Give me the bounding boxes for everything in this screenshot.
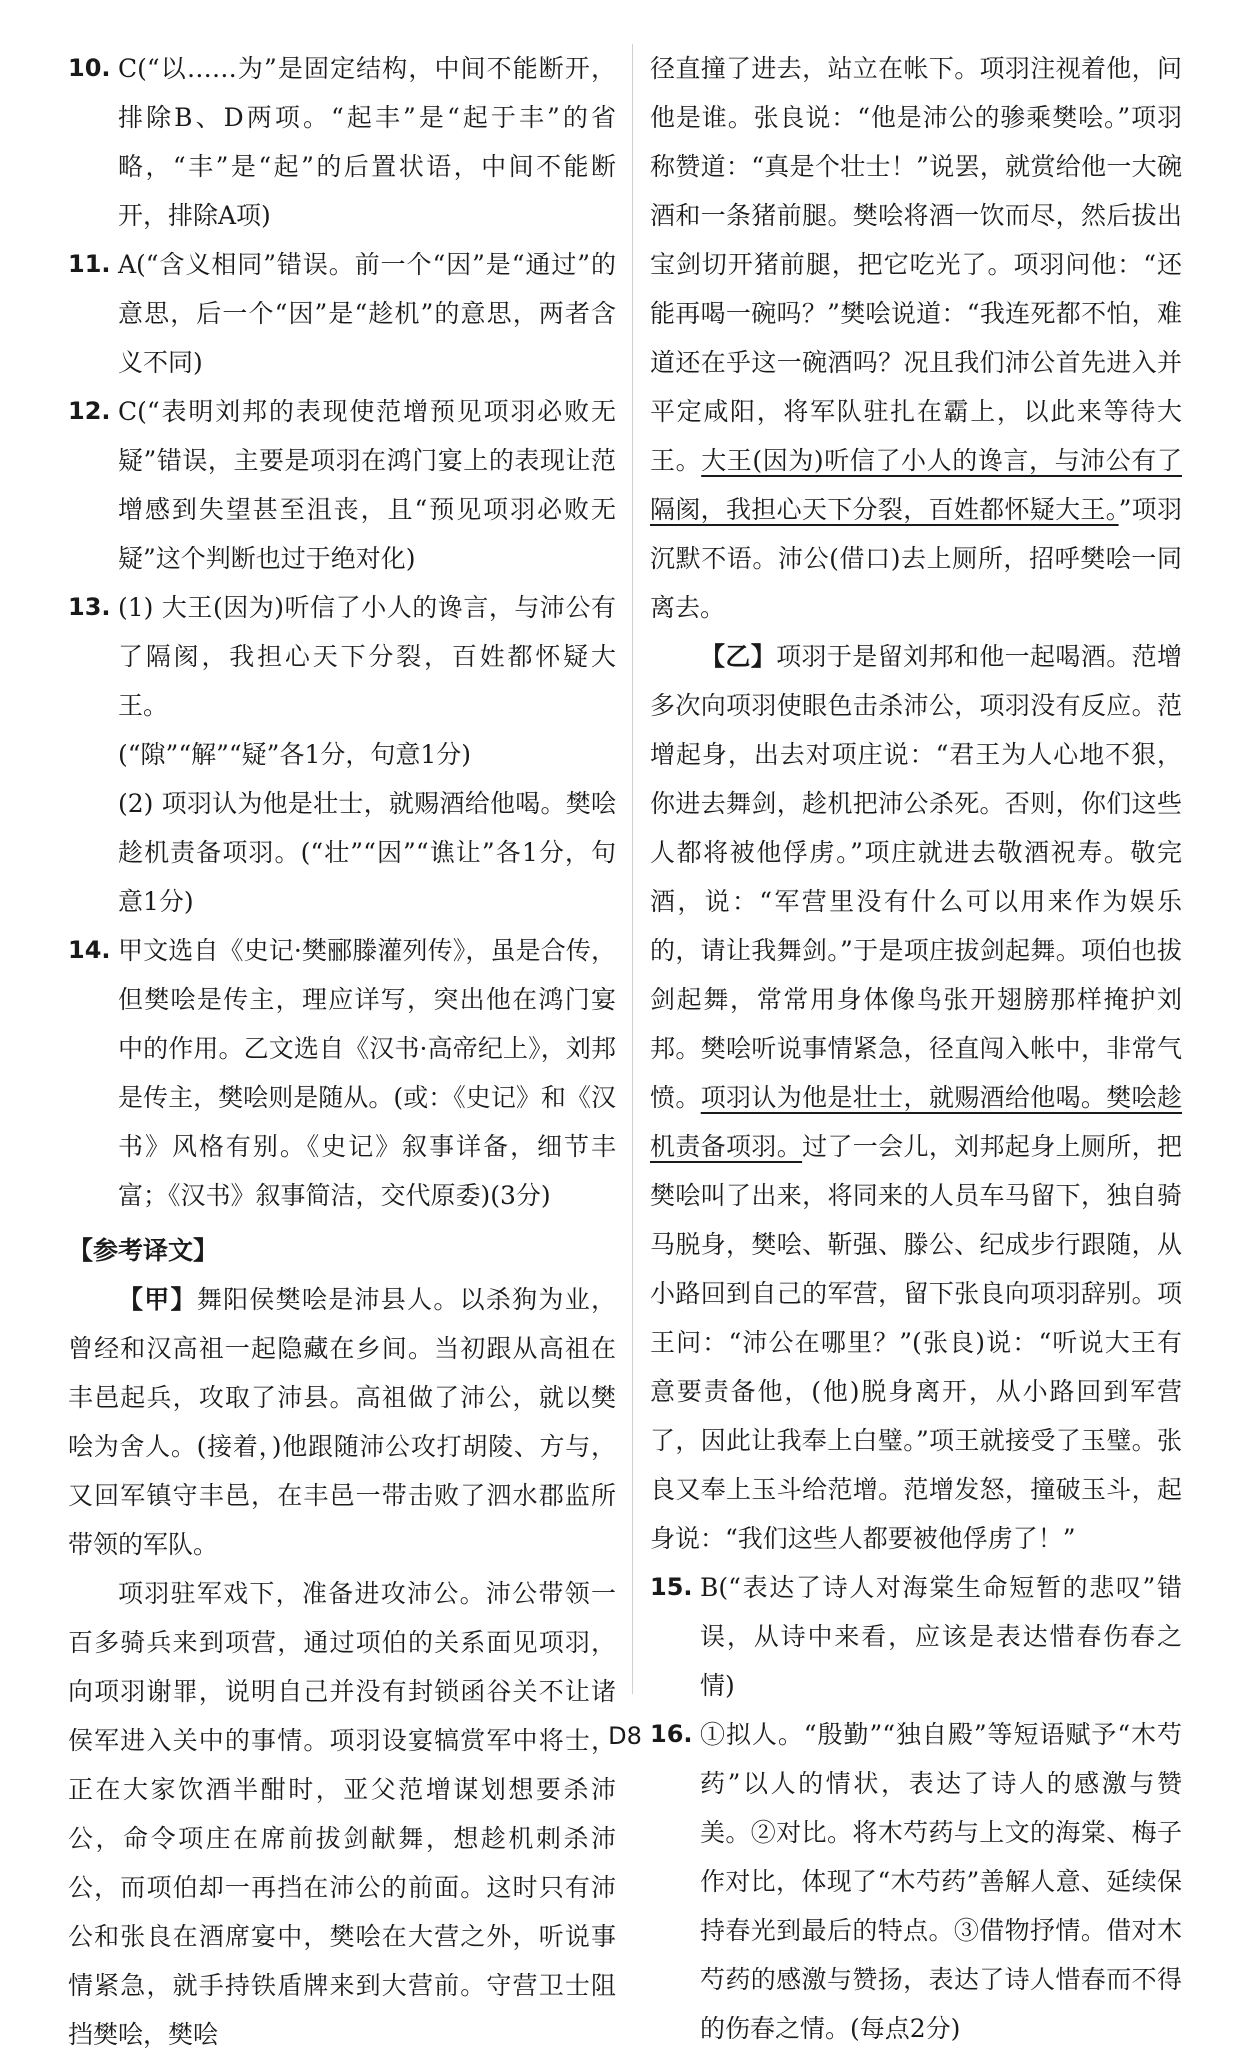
- answer-11: [68, 240, 616, 387]
- answer-16: [650, 1710, 1182, 2053]
- translation-jia-paragraph-1: [68, 1275, 616, 1569]
- answer-text: A(“含义相同”错误。前一个“因”是“通过”的意思，后一个“因”是“趁机”的意思，两者含义不同): [118, 250, 616, 377]
- answer-text: B(“表达了诗人对海棠生命短暂的悲叹”错误，从诗中来看，应该是表达惜春伤春之情): [700, 1573, 1182, 1700]
- question-number: 15.: [650, 1573, 693, 1601]
- left-column: [68, 44, 616, 2059]
- answer-13-score: (“隙”“解”“疑”各1分，句意1分): [118, 740, 472, 769]
- translation-jia-continued: [650, 44, 1182, 632]
- underlined-sentence: 项羽认为他是壮士，就赐酒给他喝。樊哙趁机责备项羽。: [650, 1083, 1182, 1161]
- page-number: D8: [608, 1722, 642, 1750]
- answer-text: (1) 大王(因为)听信了小人的谗言，与沛公有了隔阂，我担心天下分裂，百姓都怀疑大王。: [118, 593, 616, 720]
- underlined-sentence: 大王(因为)听信了小人的谗言，与沛公有了隔阂，我担心天下分裂，百姓都怀疑大王。: [650, 446, 1182, 524]
- answer-text: C(“表明刘邦的表现使范增预见项羽必败无疑”错误，主要是项羽在鸿门宴上的表现让范增感到失望甚至沮丧，且“预见项羽必败无疑”这个判断也过于绝对化): [118, 397, 616, 573]
- answer-text: C(“以……为”是固定结构，中间不能断开，排除B、D两项。“起丰”是“起于丰”的省略，“丰”是“起”的后置状语，中间不能断开，排除A项): [118, 54, 616, 230]
- answer-13-part2: (2) 项羽认为他是壮士，就赐酒给他喝。樊哙趁机责备项羽。(“壮”“因”“谯让”各1分，句意1分): [118, 789, 616, 916]
- translation-yi-paragraph: [650, 632, 1182, 1563]
- jia-continued-text: 径直撞了进去，站立在帐下。项羽注视着他，问他是谁。张良说：“他是沛公的骖乘樊哙。”项羽称赞道：“真是个壮士！”说罢，就赏给他一大碗酒和一条猪前腿。樊哙将酒一饮而尽，然后拔出宝剑切开猪前腿，把它吃光了。项羽问他：“还能再喝一碗吗？”樊哙说道：“我连死都不怕，难道还在乎这一碗酒吗？况且我们沛公首先进入并平定咸阳，将军队驻扎在霸上，以此来等待大王。: [650, 54, 1182, 475]
- yi-tag: 【乙】: [700, 642, 777, 671]
- right-column: [650, 44, 1182, 2053]
- question-number: 16.: [650, 1720, 693, 1748]
- yi-text-end: 过了一会儿，刘邦起身上厕所，把樊哙叫了出来，将同来的人员车马留下，独自骑马脱身，樊哙、靳强、滕公、纪成步行跟随，从小路回到自己的军营，留下张良向项羽辞别。项王问：“沛公在哪里？”(张良)说：“听说大王有意要责备他，(他)脱身离开，从小路回到军营了，因此让我奉上白璧。”项王就接受了玉璧。张良又奉上玉斗给范增。范增发怒，撞破玉斗，起身说：“我们这些人都要被他俘虏了！”: [650, 1132, 1182, 1553]
- answer-10: [68, 44, 616, 240]
- answer-13: [68, 583, 616, 730]
- answer-14: [68, 926, 616, 1220]
- translation-jia-paragraph-2: 项羽驻军戏下，准备进攻沛公。沛公带领一百多骑兵来到项营，通过项伯的关系面见项羽，向项羽谢罪，说明自己并没有封锁函谷关不让诸侯军进入关中的事情。项羽设宴犒赏军中将士，正在大家饮酒半酣时，亚父范增谋划想要杀沛公，命令项庄在席前拔剑献舞，想趁机刺杀沛公，而项伯却一再挡在沛公的前面。这时只有沛公和张良在酒席宴中，樊哙在大营之外，听说事情紧急，就手持铁盾牌来到大营前。守营卫士阻挡樊哙，樊哙: [68, 1579, 616, 2049]
- question-number: 12.: [68, 397, 111, 425]
- jia-tag: 【甲】: [118, 1285, 197, 1314]
- jia-text: 舞阳侯樊哙是沛县人。以杀狗为业，曾经和汉高祖一起隐藏在乡间。当初跟从高祖在丰邑起兵，攻取了沛县。高祖做了沛公，就以樊哙为舍人。(接着，)他跟随沛公攻打胡陵、方与，又回军镇守丰邑，在丰邑一带击败了泗水郡监所带领的军队。: [68, 1285, 616, 1559]
- answer-15: [650, 1563, 1182, 1710]
- answer-text: 甲文选自《史记·樊郦滕灌列传》，虽是合传，但樊哙是传主，理应详写，突出他在鸿门宴中的作用。乙文选自《汉书·高帝纪上》，刘邦是传主，樊哙则是随从。(或：《史记》和《汉书》风格有别。《史记》叙事详备，细节丰富；《汉书》叙事简洁，交代原委)(3分): [118, 936, 616, 1210]
- answer-12: [68, 387, 616, 583]
- question-number: 10.: [68, 54, 111, 82]
- yi-text: 项羽于是留刘邦和他一起喝酒。范增多次向项羽使眼色击杀沛公，项羽没有反应。范增起身，出去对项庄说：“君王为人心地不狠，你进去舞剑，趁机把沛公杀死。否则，你们这些人都将被他俘虏。”项庄就进去敬酒祝寿。敬完酒，说：“军营里没有什么可以用来作为娱乐的，请让我舞剑。”于是项庄拔剑起舞。项伯也拔剑起舞，常常用身体像鸟张开翅膀那样掩护刘邦。樊哙听说事情紧急，径直闯入帐中，非常气愤。: [650, 642, 1182, 1112]
- reference-translation-heading: 【参考译文】: [68, 1236, 219, 1265]
- jia-continued-end: ”项羽沉默不语。沛公(借口)去上厕所，招呼樊哙一同离去。: [650, 495, 1182, 622]
- question-number: 11.: [68, 250, 111, 278]
- question-number: 13.: [68, 593, 111, 621]
- question-number: 14.: [68, 936, 111, 964]
- answer-text: ①拟人。“殷勤”“独自殿”等短语赋予“木芍药”以人的情状，表达了诗人的感激与赞美。②对比。将木芍药与上文的海棠、梅子作对比，体现了“木芍药”善解人意、延续保持春光到最后的特点。③借物抒情。借对木芍药的感激与赞扬，表达了诗人惜春而不得的伤春之情。(每点2分): [700, 1720, 1182, 2043]
- column-divider: [632, 44, 633, 1694]
